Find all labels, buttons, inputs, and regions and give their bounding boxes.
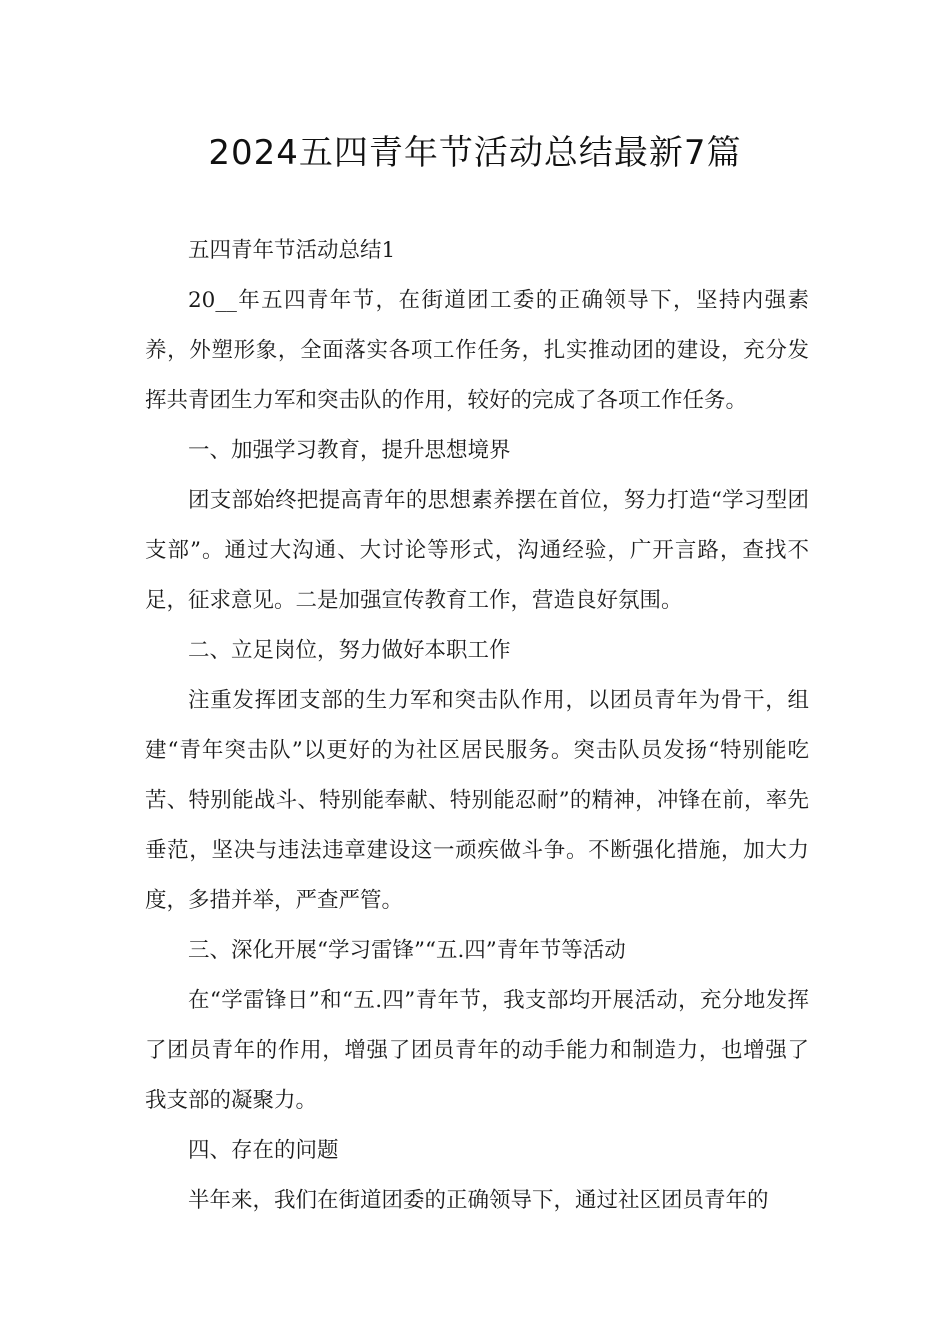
paragraph-heading-1: 五四青年节活动总结1 <box>188 238 396 263</box>
paragraph: 注重发挥团支部的生力军和突击队作用，以团员青年为骨干，组建“青年突击队”以更好的为社区居民服务。突击队员发扬“特别能吃苦、特别能战斗、特别能奉献、特别能忍耐”的精神，冲锋在前，率先垂范，坚决与违法违章建设这一顽疾做斗争。不断强化措施，加大力度，多措并举，严查严管。 <box>145 688 809 913</box>
paragraph: 半年来，我们在街道团委的正确领导下，通过社区团员青年的 <box>188 1188 769 1213</box>
section-heading: 四、存在的问题 <box>188 1138 339 1163</box>
document-body <box>145 226 809 1226</box>
section-heading: 一、加强学习教育，提升思想境界 <box>188 438 511 463</box>
paragraph: 20__年五四青年节，在街道团工委的正确领导下，坚持内强素养，外塑形象，全面落实各项工作任务，扎实推动团的建设，充分发挥共青团生力军和突击队的作用，较好的完成了各项工作任务。 <box>145 288 809 413</box>
section-heading: 二、立足岗位，努力做好本职工作 <box>188 638 511 663</box>
document-title: 2024五四青年节活动总结最新7篇 <box>208 133 742 173</box>
section-heading: 三、深化开展“学习雷锋”“五.四”青年节等活动 <box>188 938 626 963</box>
paragraph: 在“学雷锋日”和“五.四”青年节，我支部均开展活动，充分地发挥了团员青年的作用，增强了团员青年的动手能力和制造力，也增强了我支部的凝聚力。 <box>145 988 809 1113</box>
paragraph: 团支部始终把提高青年的思想素养摆在首位，努力打造“学习型团支部”。通过大沟通、大讨论等形式，沟通经验，广开言路，查找不足，征求意见。二是加强宣传教育工作，营造良好氛围。 <box>145 488 809 613</box>
